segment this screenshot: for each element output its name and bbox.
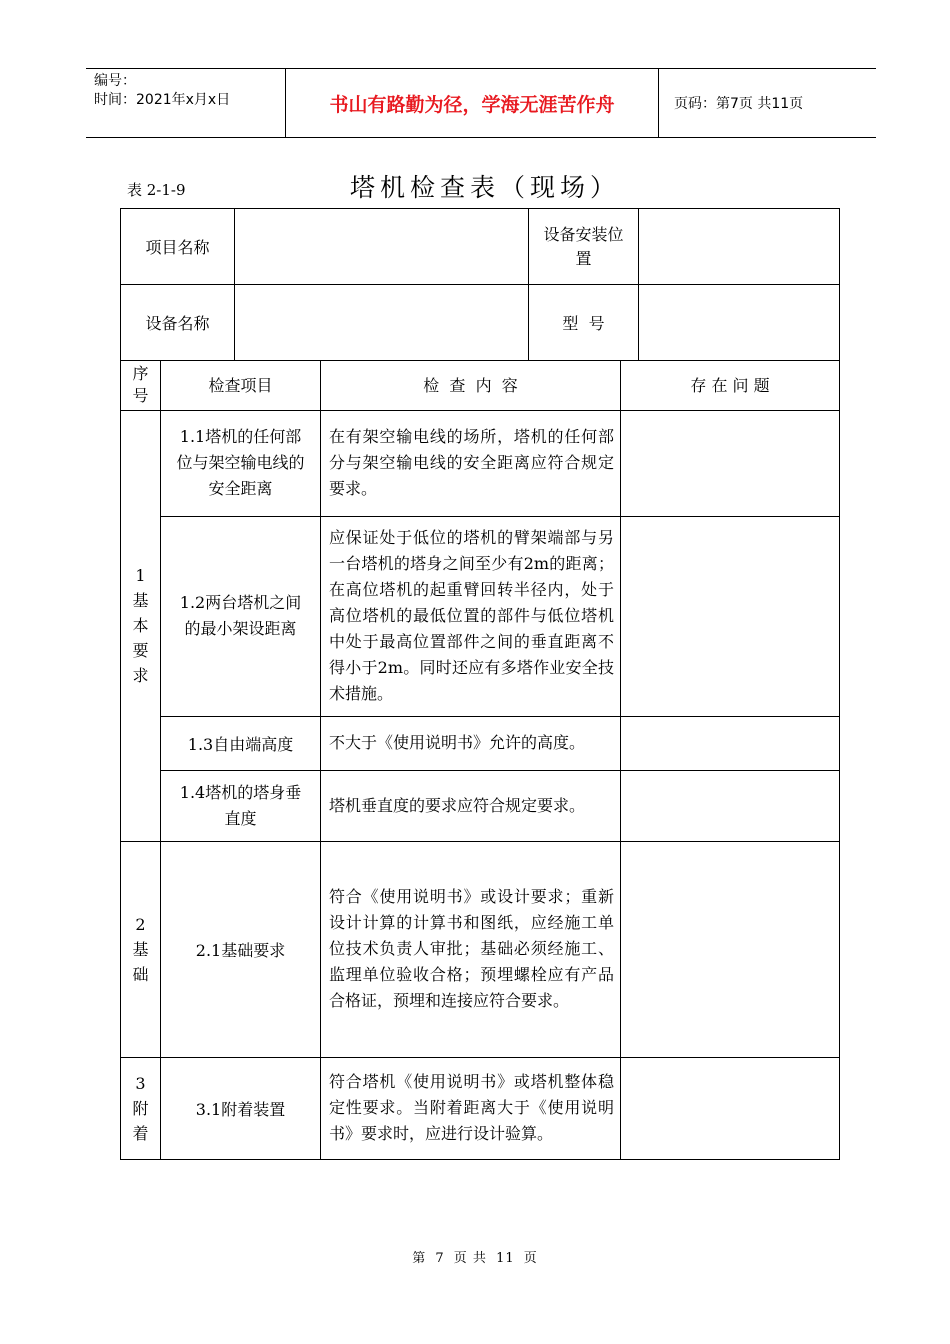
header-motto: 书山有路勤为径，学海无涯苦作舟	[285, 69, 659, 137]
col-seq-header: 序号	[132, 363, 149, 405]
table-number: 表 2-1-9	[127, 181, 186, 199]
project-name-field[interactable]	[235, 209, 529, 285]
equipment-name-field[interactable]	[235, 285, 529, 361]
check-item: 1.3自由端高度	[161, 716, 321, 770]
section-cell-attachment	[121, 1057, 161, 1159]
section-name: 附着	[132, 1098, 149, 1143]
document-time-label: 时间：2021年x月x日	[94, 92, 231, 108]
footer-mid: 页 共	[453, 1251, 487, 1266]
info-row-equipment	[121, 285, 840, 361]
footer-prefix: 第	[412, 1251, 427, 1266]
table-row	[121, 770, 840, 841]
check-item: 1.1塔机的任何部位与架空输电线的安全距离	[176, 427, 305, 498]
project-name-label: 项目名称	[121, 209, 235, 285]
table-row	[121, 410, 840, 516]
check-item: 2.1基础要求	[161, 841, 321, 1057]
install-location-label-cell	[529, 209, 639, 285]
issue-field[interactable]	[621, 841, 840, 1057]
check-content: 塔机垂直度的要求应符合规定要求。	[321, 770, 621, 841]
check-content: 在有架空输电线的场所，塔机的任何部分与架空输电线的安全距离应符合规定要求。	[321, 410, 621, 516]
equipment-name-label: 设备名称	[121, 285, 235, 361]
install-location-field[interactable]	[639, 209, 840, 285]
header-page-label	[666, 69, 876, 137]
section-number: 1	[135, 566, 146, 585]
issue-field[interactable]	[621, 410, 840, 516]
footer-page-current: 7	[435, 1251, 445, 1266]
document-number-label: 编号：	[94, 73, 136, 89]
section-number: 3	[135, 1073, 146, 1093]
table-row	[121, 1057, 840, 1159]
install-location-label: 设备安装位置	[543, 224, 624, 268]
check-item: 1.4塔机的塔身垂直度	[179, 782, 302, 828]
footer-suffix: 页	[523, 1251, 538, 1266]
check-content: 符合塔机《使用说明书》或塔机整体稳定性要求。当附着距离大于《使用说明书》要求时，应进行设计验算。	[321, 1057, 621, 1159]
header-meta	[86, 69, 284, 137]
header-page-text: 页码：第7页 共11页	[674, 96, 804, 112]
check-item: 1.2两台塔机之间的最小架设距离	[179, 593, 302, 638]
page-footer	[0, 1247, 950, 1266]
table-row	[121, 716, 840, 770]
issue-field[interactable]	[621, 770, 840, 841]
section-number: 2	[135, 914, 146, 934]
issue-field[interactable]	[621, 1057, 840, 1159]
section-cell-foundation	[121, 841, 161, 1057]
check-content: 不大于《使用说明书》允许的高度。	[321, 716, 621, 770]
item-cell	[161, 770, 321, 841]
info-row-project	[121, 209, 840, 285]
issue-field[interactable]	[621, 516, 840, 716]
page-title: 塔机检查表（现场）	[350, 173, 621, 202]
inspection-table	[120, 360, 840, 1160]
table-row	[121, 841, 840, 1057]
table-header-row	[121, 360, 840, 410]
item-cell	[161, 410, 321, 516]
check-item: 3.1附着装置	[161, 1057, 321, 1159]
section-name: 基本要求	[132, 591, 149, 685]
col-content-header: 检 查 内 容	[321, 360, 621, 410]
section-name: 基础	[132, 939, 149, 984]
equipment-info-table	[120, 208, 840, 361]
table-row	[121, 516, 840, 716]
footer-page-total: 11	[496, 1251, 515, 1266]
check-content: 应保证处于低位的塔机的臂架端部与另一台塔机的塔身之间至少有2m的距离；在高位塔机的起重臂回转半径内，处于高位塔机的最低位置的部件与低位塔机中处于最高位置部件之间的垂直距离不得小于2m。同时还应有多塔作业安全技术措施。	[321, 516, 621, 716]
section-cell-basic	[121, 410, 161, 841]
model-field[interactable]	[639, 285, 840, 361]
col-item-header: 检查项目	[161, 360, 321, 410]
col-issues-header: 存 在 问 题	[621, 360, 840, 410]
page-header	[86, 68, 876, 138]
issue-field[interactable]	[621, 716, 840, 770]
col-seq-cell	[121, 360, 161, 410]
model-label: 型 号	[529, 285, 639, 361]
check-content: 符合《使用说明书》或设计要求；重新设计计算的计算书和图纸，应经施工单位技术负责人审批；基础必须经施工、监理单位验收合格；预埋螺栓应有产品合格证，预埋和连接应符合要求。	[321, 841, 621, 1057]
item-cell	[161, 516, 321, 716]
